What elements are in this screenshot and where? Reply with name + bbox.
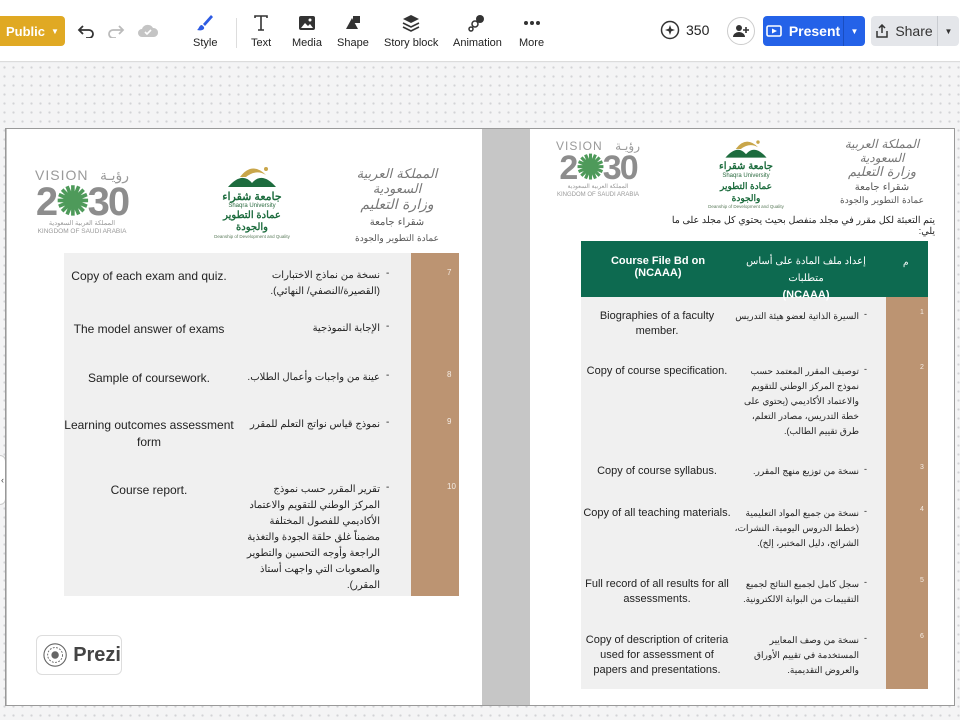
row-bullet: - (386, 321, 390, 332)
text-icon (252, 12, 270, 34)
shaqra-en: Shaqra University (722, 173, 770, 179)
chevron-down-icon: ▼ (850, 26, 859, 36)
tool-story-block[interactable] (384, 12, 438, 56)
tool-shape[interactable] (337, 12, 369, 56)
tool-label: Style (193, 37, 218, 49)
share-icon (875, 24, 889, 38)
vision-ar-kingdom: المملكة العربية السعودية (48, 220, 116, 227)
prezi-icon (43, 642, 67, 668)
row-english: Course report. (110, 483, 188, 497)
more-icon (523, 12, 541, 34)
moe-line2: وزارة التعليم (360, 197, 434, 213)
tool-label: Media (292, 37, 322, 49)
palm-emblem-icon: ✺ (56, 180, 88, 224)
shaqra-en: Shaqra University (228, 203, 276, 209)
shaqra-university-logo (706, 137, 786, 209)
palm-emblem-icon: ✺ (576, 149, 603, 187)
row-bullet: - (864, 364, 867, 374)
vision-2030-logo (556, 139, 640, 199)
row-arabic: نسخة من جميع المواد التعليمية (خطط الدروس اليومية، النشرات، الشرائح، دليل المختبر، إلخ). (734, 508, 859, 548)
vision-year-b: 30 (602, 149, 637, 187)
animation-icon (467, 12, 487, 34)
row-number: 3 (920, 464, 924, 471)
number-column (886, 297, 928, 689)
course-file-table-continued (64, 253, 459, 596)
add-user-icon (733, 24, 749, 38)
row-english: Copy of course specification. (586, 365, 728, 377)
share-button[interactable] (871, 16, 937, 46)
present-options-dropdown[interactable] (843, 16, 865, 46)
credits-value: 350 (686, 22, 710, 38)
row-number: 4 (920, 506, 924, 513)
number-column (411, 253, 459, 596)
ministry-logo (826, 137, 938, 206)
present-icon (766, 25, 782, 37)
row-bullet: - (864, 309, 867, 319)
row-arabic: السيرة الذاتية لعضو هيئة التدريس (735, 311, 859, 321)
row-bullet: - (386, 370, 390, 381)
visibility-dropdown[interactable] (0, 16, 65, 46)
vision-en-kingdom: KINGDOM OF SAUDI ARABIA (37, 228, 127, 235)
row-arabic: عينة من واجبات وأعمال الطلاب. (247, 372, 380, 383)
toolbar-divider (236, 18, 237, 48)
present-button[interactable] (763, 16, 843, 46)
tool-label: More (519, 37, 545, 49)
header-arabic (731, 253, 881, 304)
present-button-group (763, 16, 865, 46)
row-english: The model answer of exams (73, 322, 225, 336)
moe-line1: المملكة العربية السعودية (844, 137, 920, 165)
table-header (581, 241, 928, 301)
row-number: 6 (920, 633, 924, 640)
row-bullet: - (864, 633, 867, 643)
row-arabic: الإجابة النموذجية (312, 323, 380, 334)
slide-frame[interactable] (5, 128, 955, 706)
shaqra-ar: جامعة شقراء (222, 191, 282, 203)
present-label: Present (788, 23, 841, 39)
moe-line1: المملكة العربية السعودية (356, 167, 438, 197)
row-number: 2 (920, 364, 924, 371)
tool-label: Story block (384, 37, 439, 49)
row-bullet: - (386, 417, 390, 428)
undo-button[interactable] (74, 20, 98, 42)
row-bullet: - (386, 482, 390, 493)
prezi-label: Prezi (73, 643, 121, 666)
deanship-ar: عمادة التطوير والجودة (223, 210, 281, 233)
cloud-icon (137, 23, 159, 39)
share-button-group (871, 16, 959, 46)
vision-year-b: 30 (87, 180, 129, 224)
row-english: Copy of description of criteria used for assessment of papers and presentations. (585, 634, 729, 676)
ai-credits-icon (660, 20, 680, 40)
moe-line3: شقراء جامعة (854, 182, 910, 193)
row-arabic: نسخة من نماذج الاختبارات (القصيرة/النصفي/ النهائي). (270, 270, 380, 297)
vision-ar: رؤيـة (99, 167, 129, 183)
row-number: 5 (920, 577, 924, 584)
row-arabic: توصيف المقرر المعتمد حسب نموذج المركز الوطني للتقويم والاعتماد الأكاديمي (يحتوي على خطة التدريس، مصادر التعلم، طرق تقييم الطالب). (744, 366, 859, 436)
deanship-en: Deanship of Development and Quality (708, 204, 784, 209)
row-english: Copy of each exam and quiz. (71, 269, 227, 283)
vision-year-a: 2 (35, 180, 57, 224)
brush-icon (195, 12, 215, 34)
row-number: 7 (447, 268, 452, 277)
row-bullet: - (864, 464, 867, 474)
visibility-label: Public (6, 23, 46, 39)
row-bullet: - (386, 268, 390, 279)
intro-instruction: يتم التعبئة لكل مقرر في مجلد منفصل بحيث يحتوي كل مجلد على ما يلي: (671, 215, 935, 237)
row-arabic: نسخة من وصف المعايير المستخدمة في تقييم الأوراق والعروض التقديمية. (754, 635, 859, 675)
row-arabic: نموذج قياس نواتج التعلم للمقرر (250, 419, 380, 430)
row-number: 10 (447, 482, 456, 491)
share-label: Share (895, 23, 933, 39)
moe-line3: شقراء جامعة (369, 217, 425, 228)
tool-text[interactable] (251, 12, 271, 56)
shaqra-university-logo (207, 163, 297, 239)
redo-icon (107, 24, 125, 38)
add-collaborator-button[interactable] (727, 17, 755, 45)
tool-style[interactable] (193, 12, 217, 56)
row-english: Copy of all teaching materials. (583, 507, 731, 519)
tool-label: Text (251, 37, 272, 49)
header-arabic-line2: (NCAAA) (782, 289, 830, 301)
moe-line4: عمادة التطوير والجودة (840, 196, 924, 206)
redo-button[interactable] (104, 20, 128, 42)
image-icon (298, 12, 316, 34)
document-page-right (530, 129, 954, 705)
chevron-left-icon: ‹ (1, 475, 4, 485)
shaqra-ar: جامعة شقراء (719, 161, 773, 172)
book-emblem-icon (706, 137, 786, 161)
tool-label: Animation (453, 37, 502, 49)
moe-line2: وزارة التعليم (847, 165, 917, 180)
row-english: Copy of course syllabus. (597, 465, 717, 477)
moe-line4: عمادة التطوير والجودة (355, 234, 439, 244)
row-number: 8 (447, 370, 452, 379)
row-number: 1 (920, 309, 924, 316)
tool-animation[interactable] (453, 12, 502, 56)
header-number: م (903, 257, 909, 267)
row-english: Sample of coursework. (87, 371, 211, 385)
shape-icon (344, 12, 362, 34)
vision-ar-kingdom: المملكة العربية السعودية (567, 184, 629, 190)
header-english: Course File Bd on (NCAAA) (610, 255, 706, 279)
vision-en-kingdom: KINGDOM OF SAUDI ARABIA (556, 192, 639, 198)
row-english: Biographies of a faculty member. (599, 310, 715, 337)
vision-word: VISION (556, 139, 603, 153)
top-toolbar (0, 0, 960, 62)
row-arabic: نسخة من توزيع منهج المقرر. (753, 466, 859, 476)
chevron-down-icon: ▼ (51, 26, 59, 36)
course-file-table (581, 241, 928, 689)
row-bullet: - (864, 506, 867, 516)
layers-icon (402, 12, 420, 34)
row-arabic: تقرير المقرر حسب نموذج المركز الوطني للتقويم والاعتماد الأكاديمي للفصول المختلفة مضمناً غلق حلقة الجودة والتغذية الراجعة وأوجه التحسين والتطوير والصعوبات التي واجهت أستاذ المقرر). (247, 484, 380, 591)
row-english: Full record of all results for all assessments. (585, 578, 729, 605)
row-arabic: سجل كامل لجميع النتائج لجميع التقييمات من البوابة الالكترونية. (743, 579, 859, 604)
ministry-logo (337, 167, 457, 244)
row-english: Learning outcomes assessment form (64, 418, 234, 449)
undo-icon (77, 24, 95, 38)
tool-more[interactable] (519, 12, 544, 56)
document-page-left (7, 129, 482, 705)
vision-2030-logo (35, 167, 129, 236)
header-arabic-line1: إعداد ملف المادة على أساس متطلبات (746, 256, 866, 284)
row-number: 9 (447, 417, 452, 426)
prezi-logo-button[interactable] (36, 635, 122, 675)
row-bullet: - (864, 577, 867, 587)
tool-label: Shape (337, 37, 369, 49)
deanship-en: Deanship of Development and Quality (214, 234, 290, 239)
deanship-ar: عمادة التطوير والجودة (719, 181, 772, 203)
vision-ar: رؤيـة (615, 139, 640, 153)
tool-media[interactable] (292, 12, 322, 56)
book-emblem-icon (207, 163, 297, 191)
vision-year-a: 2 (559, 149, 577, 187)
vision-word: VISION (35, 167, 89, 183)
credits-counter[interactable] (660, 20, 709, 40)
share-options-dropdown[interactable] (937, 16, 959, 46)
cloud-sync-button[interactable] (136, 20, 160, 42)
chevron-down-icon: ▼ (944, 26, 953, 36)
